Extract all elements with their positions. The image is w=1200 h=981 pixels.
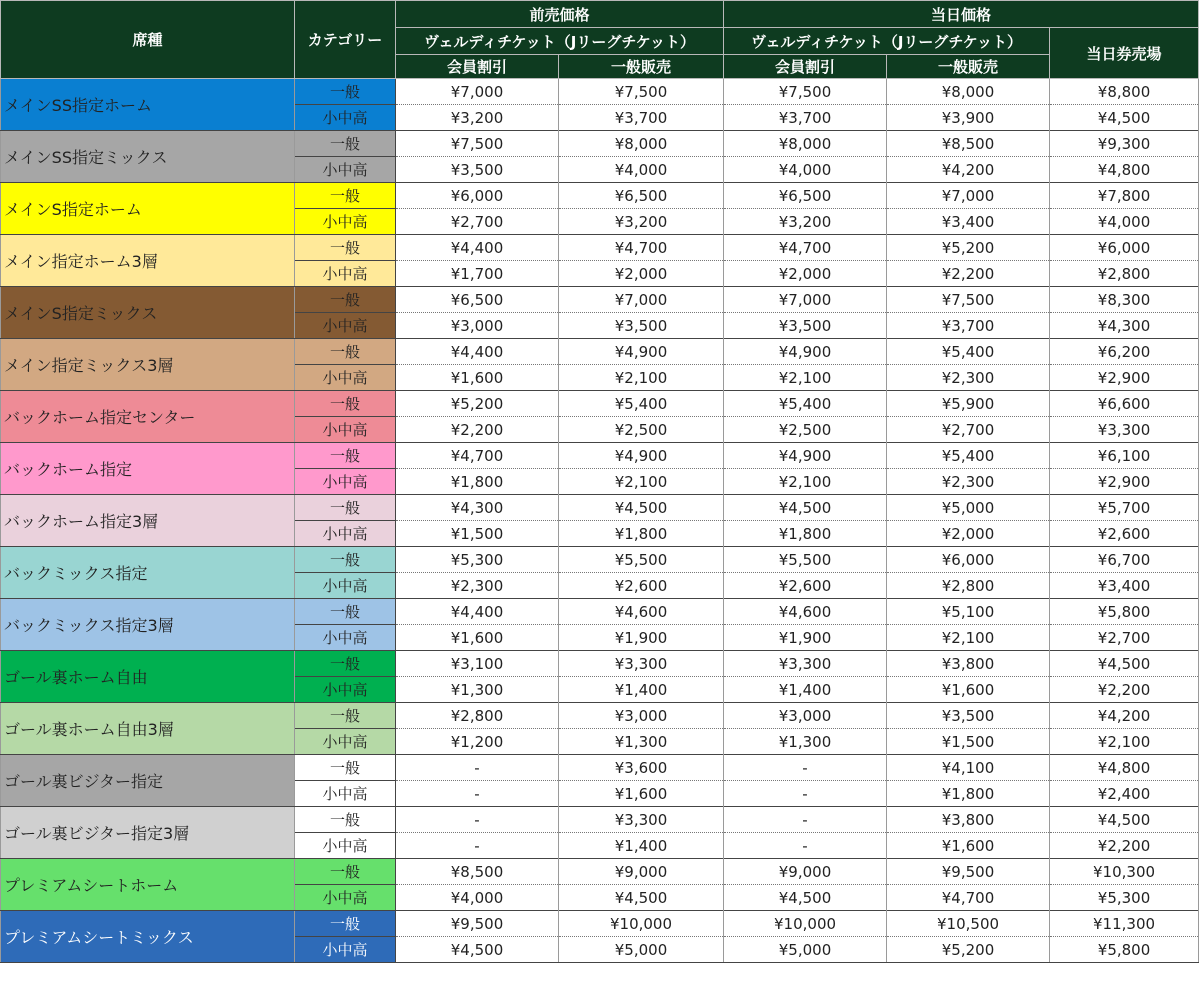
price-cell: ¥1,600 — [887, 677, 1050, 703]
price-cell: ¥7,500 — [396, 131, 559, 157]
price-cell: ¥1,600 — [396, 365, 559, 391]
price-cell: ¥4,400 — [396, 235, 559, 261]
price-cell: ¥7,000 — [887, 183, 1050, 209]
price-cell: ¥3,700 — [559, 105, 724, 131]
price-cell: - — [396, 807, 559, 833]
price-cell: ¥1,200 — [396, 729, 559, 755]
price-cell: ¥1,800 — [724, 521, 887, 547]
price-cell: ¥8,300 — [1050, 287, 1199, 313]
price-cell: ¥4,700 — [559, 235, 724, 261]
price-cell: ¥4,800 — [1050, 157, 1199, 183]
price-cell: ¥9,300 — [1050, 131, 1199, 157]
price-cell: ¥4,000 — [1050, 209, 1199, 235]
category-cell: 一般 — [295, 651, 396, 677]
table-row — [1, 859, 1199, 885]
price-cell: ¥5,900 — [887, 391, 1050, 417]
price-cell: ¥8,500 — [887, 131, 1050, 157]
sameday-member-header: 会員割引 — [724, 55, 887, 79]
price-cell: ¥1,900 — [724, 625, 887, 651]
seat-type-cell: メイン指定ミックス3層 — [1, 339, 295, 391]
price-cell: ¥2,000 — [887, 521, 1050, 547]
price-cell: ¥1,300 — [396, 677, 559, 703]
price-cell: ¥5,400 — [559, 391, 724, 417]
price-cell: ¥9,000 — [724, 859, 887, 885]
price-cell: ¥2,200 — [1050, 833, 1199, 859]
price-cell: - — [724, 781, 887, 807]
price-cell: ¥2,500 — [559, 417, 724, 443]
price-cell: ¥4,400 — [396, 599, 559, 625]
price-cell: ¥5,200 — [887, 235, 1050, 261]
price-cell: ¥6,700 — [1050, 547, 1199, 573]
price-cell: ¥2,300 — [396, 573, 559, 599]
price-cell: ¥3,400 — [1050, 573, 1199, 599]
price-cell: ¥6,500 — [559, 183, 724, 209]
price-cell: ¥2,700 — [396, 209, 559, 235]
price-cell: ¥1,900 — [559, 625, 724, 651]
price-cell: ¥2,100 — [724, 469, 887, 495]
price-cell: ¥5,200 — [396, 391, 559, 417]
table-row — [1, 183, 1199, 209]
price-cell: ¥4,500 — [724, 495, 887, 521]
price-cell: ¥2,900 — [1050, 469, 1199, 495]
price-cell: ¥7,500 — [887, 287, 1050, 313]
category-cell: 小中高 — [295, 833, 396, 859]
price-cell: ¥1,300 — [559, 729, 724, 755]
price-cell: ¥1,800 — [559, 521, 724, 547]
price-cell: ¥10,000 — [724, 911, 887, 937]
price-cell: ¥9,500 — [887, 859, 1050, 885]
price-cell: ¥2,100 — [724, 365, 887, 391]
price-cell: ¥3,300 — [1050, 417, 1199, 443]
seat-type-cell: メインS指定ホーム — [1, 183, 295, 235]
price-cell: ¥5,500 — [559, 547, 724, 573]
price-cell: ¥3,900 — [887, 105, 1050, 131]
price-cell: ¥9,000 — [559, 859, 724, 885]
category-cell: 小中高 — [295, 937, 396, 963]
price-cell: ¥2,100 — [887, 625, 1050, 651]
price-cell: ¥5,300 — [1050, 885, 1199, 911]
price-cell: ¥11,300 — [1050, 911, 1199, 937]
price-cell: ¥5,800 — [1050, 599, 1199, 625]
price-cell: ¥3,000 — [396, 313, 559, 339]
table-row — [1, 79, 1199, 105]
price-cell: ¥2,000 — [559, 261, 724, 287]
category-cell: 一般 — [295, 339, 396, 365]
category-cell: 一般 — [295, 859, 396, 885]
category-header: カテゴリー — [295, 1, 396, 79]
price-cell: ¥4,000 — [724, 157, 887, 183]
price-cell: ¥6,500 — [396, 287, 559, 313]
category-cell: 一般 — [295, 287, 396, 313]
table-row — [1, 131, 1199, 157]
category-cell: 一般 — [295, 443, 396, 469]
price-cell: ¥2,100 — [559, 469, 724, 495]
price-cell: ¥1,400 — [559, 833, 724, 859]
price-cell: ¥4,700 — [724, 235, 887, 261]
price-cell: ¥3,800 — [887, 807, 1050, 833]
price-cell: ¥6,200 — [1050, 339, 1199, 365]
price-cell: ¥1,400 — [724, 677, 887, 703]
category-cell: 小中高 — [295, 209, 396, 235]
price-cell: ¥1,300 — [724, 729, 887, 755]
category-cell: 小中高 — [295, 469, 396, 495]
price-cell: ¥2,200 — [887, 261, 1050, 287]
price-cell: ¥7,500 — [559, 79, 724, 105]
price-cell: ¥9,500 — [396, 911, 559, 937]
price-cell: ¥4,500 — [724, 885, 887, 911]
price-cell: ¥2,600 — [1050, 521, 1199, 547]
price-cell: ¥6,600 — [1050, 391, 1199, 417]
table-row — [1, 703, 1199, 729]
presale-member-header: 会員割引 — [396, 55, 559, 79]
price-cell: ¥7,000 — [396, 79, 559, 105]
table-row — [1, 911, 1199, 937]
price-cell: ¥4,100 — [887, 755, 1050, 781]
category-cell: 一般 — [295, 703, 396, 729]
price-cell: ¥2,600 — [559, 573, 724, 599]
category-cell: 一般 — [295, 755, 396, 781]
price-cell: ¥5,100 — [887, 599, 1050, 625]
price-cell: ¥4,400 — [396, 339, 559, 365]
price-cell: ¥3,800 — [887, 651, 1050, 677]
category-cell: 小中高 — [295, 729, 396, 755]
category-cell: 小中高 — [295, 677, 396, 703]
price-cell: ¥3,500 — [559, 313, 724, 339]
sameday-general-header: 一般販売 — [887, 55, 1050, 79]
price-cell: ¥8,000 — [724, 131, 887, 157]
table-row — [1, 755, 1199, 781]
price-cell: ¥4,900 — [724, 443, 887, 469]
price-cell: ¥1,400 — [559, 677, 724, 703]
price-cell: ¥1,600 — [396, 625, 559, 651]
price-cell: ¥1,500 — [396, 521, 559, 547]
price-cell: ¥2,700 — [1050, 625, 1199, 651]
price-cell: ¥4,600 — [559, 599, 724, 625]
price-cell: ¥3,700 — [887, 313, 1050, 339]
price-cell: - — [396, 833, 559, 859]
category-cell: 小中高 — [295, 625, 396, 651]
price-cell: ¥6,000 — [396, 183, 559, 209]
category-cell: 小中高 — [295, 261, 396, 287]
table-row — [1, 391, 1199, 417]
category-cell: 一般 — [295, 235, 396, 261]
table-row — [1, 599, 1199, 625]
price-cell: ¥1,600 — [559, 781, 724, 807]
price-cell: ¥4,900 — [559, 339, 724, 365]
seat-type-cell: バックホーム指定センター — [1, 391, 295, 443]
price-cell: ¥10,000 — [559, 911, 724, 937]
category-cell: 一般 — [295, 495, 396, 521]
price-cell: ¥3,300 — [724, 651, 887, 677]
price-cell: - — [396, 781, 559, 807]
price-cell: ¥2,900 — [1050, 365, 1199, 391]
price-cell: ¥3,400 — [887, 209, 1050, 235]
price-cell: ¥5,400 — [887, 339, 1050, 365]
price-cell: ¥2,700 — [887, 417, 1050, 443]
price-cell: ¥5,700 — [1050, 495, 1199, 521]
price-cell: - — [724, 807, 887, 833]
seat-type-cell: メインSS指定ホーム — [1, 79, 295, 131]
price-cell: ¥5,800 — [1050, 937, 1199, 963]
price-cell: ¥2,300 — [887, 469, 1050, 495]
table-row — [1, 443, 1199, 469]
price-cell: ¥3,000 — [724, 703, 887, 729]
price-cell: - — [724, 833, 887, 859]
price-cell: ¥1,500 — [887, 729, 1050, 755]
category-cell: 一般 — [295, 131, 396, 157]
price-cell: ¥4,900 — [559, 443, 724, 469]
price-cell: ¥1,800 — [887, 781, 1050, 807]
price-cell: ¥6,500 — [724, 183, 887, 209]
table-row — [1, 547, 1199, 573]
seat-type-cell: ゴール裏ホーム自由 — [1, 651, 295, 703]
price-cell: ¥2,200 — [396, 417, 559, 443]
seat-type-cell: ゴール裏ビジター指定 — [1, 755, 295, 807]
seat-type-cell: メインSS指定ミックス — [1, 131, 295, 183]
price-cell: ¥6,000 — [1050, 235, 1199, 261]
table-row — [1, 651, 1199, 677]
price-cell: ¥2,300 — [887, 365, 1050, 391]
price-cell: ¥4,500 — [396, 937, 559, 963]
table-row — [1, 235, 1199, 261]
price-cell: ¥10,300 — [1050, 859, 1199, 885]
price-cell: ¥10,500 — [887, 911, 1050, 937]
price-cell: ¥5,500 — [724, 547, 887, 573]
category-cell: 小中高 — [295, 521, 396, 547]
sameday-verdy-ticket-header: ヴェルディチケット（Jリーグチケット） — [724, 28, 1050, 55]
seat-type-cell: プレミアムシートホーム — [1, 859, 295, 911]
presale-verdy-ticket-header: ヴェルディチケット（Jリーグチケット） — [396, 28, 724, 55]
price-cell: ¥3,300 — [559, 807, 724, 833]
price-cell: ¥3,200 — [396, 105, 559, 131]
price-cell: ¥4,300 — [1050, 313, 1199, 339]
price-cell: - — [396, 755, 559, 781]
price-cell: ¥2,100 — [559, 365, 724, 391]
price-cell: ¥7,000 — [724, 287, 887, 313]
category-cell: 一般 — [295, 183, 396, 209]
seat-type-cell: ゴール裏ホーム自由3層 — [1, 703, 295, 755]
price-cell: ¥2,400 — [1050, 781, 1199, 807]
price-cell: ¥5,000 — [887, 495, 1050, 521]
price-cell: ¥6,000 — [887, 547, 1050, 573]
price-cell: ¥5,200 — [887, 937, 1050, 963]
category-cell: 小中高 — [295, 885, 396, 911]
price-cell: ¥5,000 — [724, 937, 887, 963]
price-cell: ¥4,500 — [1050, 807, 1199, 833]
category-cell: 一般 — [295, 79, 396, 105]
seat-type-cell: バックミックス指定 — [1, 547, 295, 599]
category-cell: 小中高 — [295, 313, 396, 339]
price-cell: ¥4,700 — [887, 885, 1050, 911]
seat-type-cell: メイン指定ホーム3層 — [1, 235, 295, 287]
price-cell: ¥3,700 — [724, 105, 887, 131]
price-cell: ¥2,500 — [724, 417, 887, 443]
price-cell: ¥7,500 — [724, 79, 887, 105]
price-cell: ¥4,000 — [396, 885, 559, 911]
category-cell: 一般 — [295, 391, 396, 417]
seat-type-cell: バックホーム指定3層 — [1, 495, 295, 547]
price-cell: ¥4,500 — [559, 495, 724, 521]
price-cell: ¥8,000 — [559, 131, 724, 157]
price-table-body — [1, 79, 1199, 963]
category-cell: 小中高 — [295, 573, 396, 599]
price-cell: ¥2,800 — [396, 703, 559, 729]
price-cell: ¥2,800 — [1050, 261, 1199, 287]
price-cell: ¥3,500 — [724, 313, 887, 339]
price-cell: ¥4,500 — [559, 885, 724, 911]
price-cell: ¥1,700 — [396, 261, 559, 287]
category-cell: 小中高 — [295, 417, 396, 443]
price-cell: ¥5,400 — [724, 391, 887, 417]
price-cell: ¥2,000 — [724, 261, 887, 287]
price-cell: ¥7,800 — [1050, 183, 1199, 209]
price-cell: ¥4,900 — [724, 339, 887, 365]
price-cell: ¥4,300 — [396, 495, 559, 521]
price-cell: ¥3,500 — [396, 157, 559, 183]
price-cell: ¥2,600 — [724, 573, 887, 599]
price-cell: ¥4,700 — [396, 443, 559, 469]
price-cell: ¥4,500 — [1050, 105, 1199, 131]
price-cell: ¥8,000 — [887, 79, 1050, 105]
category-cell: 一般 — [295, 911, 396, 937]
category-cell: 小中高 — [295, 365, 396, 391]
box-office-header: 当日券売場 — [1050, 28, 1199, 79]
seat-type-cell: バックホーム指定 — [1, 443, 295, 495]
price-cell: ¥3,500 — [887, 703, 1050, 729]
price-cell: ¥3,100 — [396, 651, 559, 677]
category-cell: 一般 — [295, 807, 396, 833]
table-row — [1, 495, 1199, 521]
price-cell: ¥2,200 — [1050, 677, 1199, 703]
price-cell: ¥1,800 — [396, 469, 559, 495]
price-cell: ¥4,000 — [559, 157, 724, 183]
price-cell: ¥4,800 — [1050, 755, 1199, 781]
price-cell: ¥3,200 — [724, 209, 887, 235]
price-cell: ¥3,300 — [559, 651, 724, 677]
price-cell: ¥6,100 — [1050, 443, 1199, 469]
price-cell: ¥8,800 — [1050, 79, 1199, 105]
price-cell: ¥7,000 — [559, 287, 724, 313]
price-cell: ¥1,600 — [887, 833, 1050, 859]
sameday-price-header: 当日価格 — [724, 1, 1199, 28]
category-cell: 小中高 — [295, 157, 396, 183]
price-cell: - — [724, 755, 887, 781]
price-cell: ¥4,200 — [1050, 703, 1199, 729]
category-cell: 小中高 — [295, 105, 396, 131]
price-cell: ¥3,200 — [559, 209, 724, 235]
category-cell: 一般 — [295, 599, 396, 625]
price-cell: ¥4,600 — [724, 599, 887, 625]
price-cell: ¥4,500 — [1050, 651, 1199, 677]
table-row — [1, 339, 1199, 365]
price-cell: ¥4,200 — [887, 157, 1050, 183]
seat-type-cell: プレミアムシートミックス — [1, 911, 295, 963]
category-cell: 小中高 — [295, 781, 396, 807]
table-row — [1, 807, 1199, 833]
price-cell: ¥2,800 — [887, 573, 1050, 599]
price-cell: ¥3,000 — [559, 703, 724, 729]
presale-price-header: 前売価格 — [396, 1, 724, 28]
seat-type-cell: バックミックス指定3層 — [1, 599, 295, 651]
price-cell: ¥3,600 — [559, 755, 724, 781]
price-cell: ¥5,400 — [887, 443, 1050, 469]
seat-type-cell: メインS指定ミックス — [1, 287, 295, 339]
price-cell: ¥5,300 — [396, 547, 559, 573]
category-cell: 一般 — [295, 547, 396, 573]
price-cell: ¥2,100 — [1050, 729, 1199, 755]
price-cell: ¥8,500 — [396, 859, 559, 885]
seat-type-cell: ゴール裏ビジター指定3層 — [1, 807, 295, 859]
seat-type-header: 席種 — [1, 1, 295, 79]
presale-general-header: 一般販売 — [559, 55, 724, 79]
price-cell: ¥5,000 — [559, 937, 724, 963]
table-row — [1, 287, 1199, 313]
